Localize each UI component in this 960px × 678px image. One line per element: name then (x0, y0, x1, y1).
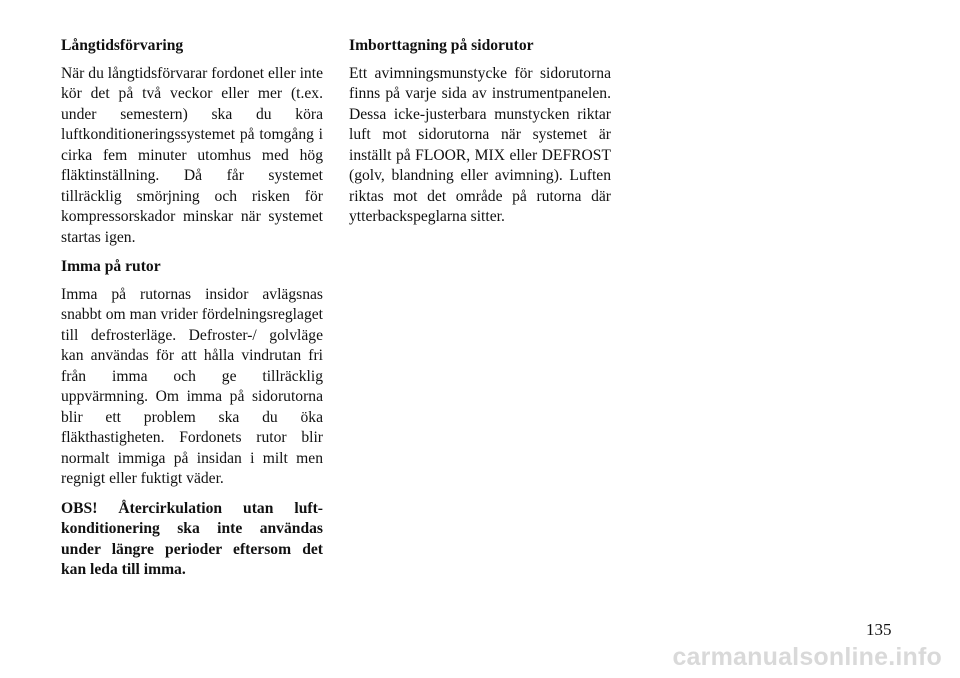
section-heading-side-window-demisting: Imborttagning på sidorutor (349, 37, 534, 54)
right-column (349, 36, 611, 237)
section-body-long-term-storage: När du långtidsförvarar fordonet eller inte kör det på två veckor eller mer (t.ex. under semestern) ska du köra luftkonditioneringssystemet på tomgång i cirka fem minuter utomhus med hög fläktinställning. Då får systemet tillräcklig smörjning och risken för kompressorskador minskar när systemet startas igen. (61, 64, 323, 246)
note-recirculation: OBS! Återcirkulation utan luftkonditionering ska inte användas under längre perioder eftersom det kan leda till imma. (61, 499, 323, 578)
section-heading-long-term-storage: Långtidsförvaring (61, 37, 184, 54)
section-body-side-window-demisting: Ett avimningsmunstycke för sidorutorna finns på varje sida av instrumentpanelen. Dessa icke-justerbara munstycken riktar luft mot sidorutorna när systemet är inställt på FLOOR, MIX eller DEFROST (golv, blandning eller avimning). Luften riktas mot det område på rutorna där ytterbackspeglarna sitter. (349, 64, 611, 225)
section-body-window-fog: Imma på rutornas insidor avlägsnas snabbt om man vrider fördelningsreglaget till defrosterläge. Defroster-/ golvläge kan användas för att hålla vindrutan fri från imma och ge tillräcklig uppvärmning. Om imma på sidorutorna blir ett problem ska du öka fläkthastigheten. Fordonets rutor blir normalt immiga på insidan i milt men regnigt eller fuktigt väder. (61, 285, 323, 487)
page-number: 135 (866, 620, 892, 639)
section-heading-window-fog: Imma på rutor (61, 258, 161, 275)
left-column (61, 36, 323, 581)
watermark: carmanualsonline.info (672, 643, 942, 671)
